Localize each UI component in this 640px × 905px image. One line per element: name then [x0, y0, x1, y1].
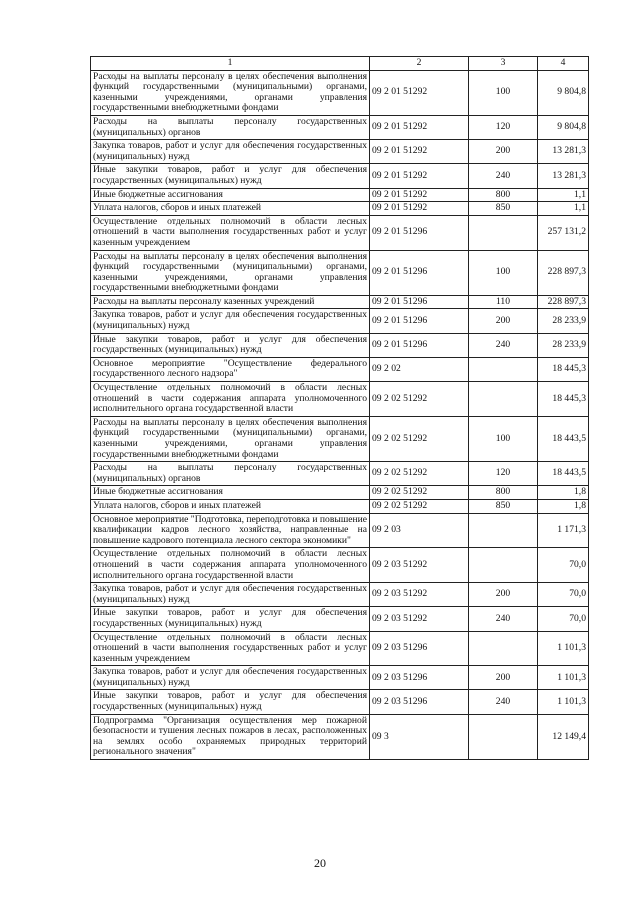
- row-code-cell: 09 2 01 51292: [370, 202, 469, 216]
- row-sum-cell: 228 897,3: [538, 295, 589, 309]
- table-row: [91, 309, 589, 333]
- row-code-cell: 09 2 03 51296: [370, 631, 469, 666]
- row-type-cell: [469, 714, 538, 759]
- table-row: [91, 631, 589, 666]
- row-sum-cell: 18 445,3: [538, 382, 589, 417]
- row-type-cell: [469, 548, 538, 583]
- row-name-cell: Уплата налогов, сборов и иных платежей: [91, 499, 370, 513]
- table-row: [91, 486, 589, 500]
- row-type-cell: 120: [469, 115, 538, 139]
- page-number: 20: [314, 856, 326, 870]
- row-name-cell: Иные бюджетные ассигнования: [91, 188, 370, 202]
- row-type-cell: 200: [469, 666, 538, 690]
- table-row: [91, 548, 589, 583]
- row-code-cell: 09 2 01 51292: [370, 140, 469, 164]
- budget-table-container: [90, 56, 586, 760]
- row-sum-cell: 1 101,3: [538, 690, 589, 714]
- row-name-cell: Расходы на выплаты персоналу государственных (муниципальных) органов: [91, 462, 370, 486]
- row-name-cell: Закупка товаров, работ и услуг для обеспечения государственных (муниципальных) нужд: [91, 666, 370, 690]
- row-code-cell: 09 2 01 51292: [370, 115, 469, 139]
- header-cell-4: 4: [538, 57, 589, 71]
- row-code-cell: 09 2 03: [370, 513, 469, 548]
- row-name-cell: Иные закупки товаров, работ и услуг для обеспечения государственных (муниципальных) нужд: [91, 607, 370, 631]
- row-code-cell: 09 2 02: [370, 357, 469, 381]
- row-type-cell: 800: [469, 188, 538, 202]
- row-name-cell: Закупка товаров, работ и услуг для обеспечения государственных (муниципальных) нужд: [91, 583, 370, 607]
- header-cell-3: 3: [469, 57, 538, 71]
- row-name-cell: Расходы на выплаты персоналу в целях обеспечения выполнения функций государственными (муниципальными) органами, казенными учреждениями, органами управления государственными внебюджетными фондами: [91, 416, 370, 461]
- row-code-cell: 09 2 01 51292: [370, 70, 469, 115]
- row-sum-cell: 70,0: [538, 548, 589, 583]
- table-row: [91, 462, 589, 486]
- row-sum-cell: 9 804,8: [538, 70, 589, 115]
- row-code-cell: 09 2 03 51292: [370, 583, 469, 607]
- row-type-cell: 100: [469, 70, 538, 115]
- table-row: [91, 583, 589, 607]
- row-name-cell: Иные закупки товаров, работ и услуг для обеспечения государственных (муниципальных) нужд: [91, 333, 370, 357]
- header-cell-1: 1: [91, 57, 370, 71]
- table-row: [91, 607, 589, 631]
- row-name-cell: Закупка товаров, работ и услуг для обеспечения государственных (муниципальных) нужд: [91, 309, 370, 333]
- table-row: [91, 250, 589, 295]
- row-type-cell: 100: [469, 250, 538, 295]
- row-sum-cell: 12 149,4: [538, 714, 589, 759]
- budget-table: [90, 56, 589, 760]
- row-sum-cell: 9 804,8: [538, 115, 589, 139]
- row-type-cell: 240: [469, 607, 538, 631]
- row-sum-cell: 13 281,3: [538, 140, 589, 164]
- row-name-cell: Иные закупки товаров, работ и услуг для обеспечения государственных (муниципальных) нужд: [91, 164, 370, 188]
- row-type-cell: 100: [469, 416, 538, 461]
- row-name-cell: Основное мероприятие "Осуществление федерального государственного лесного надзора": [91, 357, 370, 381]
- row-name-cell: Осуществление отдельных полномочий в области лесных отношений в части выполнения государственных работ и услуг казенным учреждением: [91, 215, 370, 250]
- row-sum-cell: 1,1: [538, 188, 589, 202]
- row-code-cell: 09 2 03 51296: [370, 666, 469, 690]
- row-type-cell: 850: [469, 202, 538, 216]
- table-row: [91, 416, 589, 461]
- row-code-cell: 09 2 02 51292: [370, 382, 469, 417]
- row-name-cell: Иные бюджетные ассигнования: [91, 486, 370, 500]
- row-name-cell: Иные закупки товаров, работ и услуг для обеспечения государственных (муниципальных) нужд: [91, 690, 370, 714]
- row-code-cell: 09 2 01 51296: [370, 250, 469, 295]
- row-sum-cell: 228 897,3: [538, 250, 589, 295]
- row-type-cell: 200: [469, 140, 538, 164]
- row-name-cell: Закупка товаров, работ и услуг для обеспечения государственных (муниципальных) нужд: [91, 140, 370, 164]
- table-row: [91, 382, 589, 417]
- row-name-cell: Уплата налогов, сборов и иных платежей: [91, 202, 370, 216]
- row-code-cell: 09 3: [370, 714, 469, 759]
- row-code-cell: 09 2 03 51296: [370, 690, 469, 714]
- row-sum-cell: 1 101,3: [538, 666, 589, 690]
- row-sum-cell: 1,8: [538, 486, 589, 500]
- table-row: [91, 333, 589, 357]
- row-type-cell: 200: [469, 309, 538, 333]
- row-sum-cell: 18 443,5: [538, 416, 589, 461]
- row-sum-cell: 1,8: [538, 499, 589, 513]
- row-sum-cell: 28 233,9: [538, 309, 589, 333]
- row-sum-cell: 70,0: [538, 607, 589, 631]
- row-sum-cell: 1 171,3: [538, 513, 589, 548]
- row-name-cell: Осуществление отдельных полномочий в области лесных отношений в части содержания аппарата уполномоченного исполнительного органа государственной власти: [91, 548, 370, 583]
- row-name-cell: Расходы на выплаты персоналу в целях обеспечения выполнения функций государственными (муниципальными) органами, казенными учреждениями, органами управления государственными внебюджетными фондами: [91, 70, 370, 115]
- table-row: [91, 115, 589, 139]
- table-row: [91, 202, 589, 216]
- row-code-cell: 09 2 03 51292: [370, 548, 469, 583]
- row-type-cell: 850: [469, 499, 538, 513]
- row-sum-cell: 28 233,9: [538, 333, 589, 357]
- row-type-cell: 240: [469, 164, 538, 188]
- row-type-cell: [469, 631, 538, 666]
- row-sum-cell: 1,1: [538, 202, 589, 216]
- row-sum-cell: 70,0: [538, 583, 589, 607]
- table-row: [91, 499, 589, 513]
- row-name-cell: Расходы на выплаты персоналу казенных учреждений: [91, 295, 370, 309]
- header-cell-2: 2: [370, 57, 469, 71]
- row-type-cell: [469, 513, 538, 548]
- row-name-cell: Осуществление отдельных полномочий в области лесных отношений в части выполнения государственных работ и услуг казенным учреждением: [91, 631, 370, 666]
- row-code-cell: 09 2 01 51292: [370, 164, 469, 188]
- row-code-cell: 09 2 02 51292: [370, 462, 469, 486]
- table-row: [91, 714, 589, 759]
- row-type-cell: 800: [469, 486, 538, 500]
- row-name-cell: Расходы на выплаты персоналу государственных (муниципальных) органов: [91, 115, 370, 139]
- row-sum-cell: 13 281,3: [538, 164, 589, 188]
- row-name-cell: Основное мероприятие "Подготовка, переподготовка и повышение квалификации кадров лесного хозяйства, направленные на повышение кадрового потенциала лесного сектора экономики": [91, 513, 370, 548]
- row-type-cell: 120: [469, 462, 538, 486]
- row-code-cell: 09 2 01 51296: [370, 215, 469, 250]
- table-row: [91, 357, 589, 381]
- row-sum-cell: 18 443,5: [538, 462, 589, 486]
- row-code-cell: 09 2 01 51292: [370, 188, 469, 202]
- row-name-cell: Подпрограмма "Организация осуществления мер пожарной безопасности и тушения лесных пожаров в лесах, расположенных на землях особо охраняемых природных территорий регионального значения": [91, 714, 370, 759]
- table-row: [91, 70, 589, 115]
- table-row: [91, 513, 589, 548]
- header-row: [91, 57, 589, 71]
- table-row: [91, 215, 589, 250]
- row-code-cell: 09 2 01 51296: [370, 295, 469, 309]
- row-code-cell: 09 2 03 51292: [370, 607, 469, 631]
- table-row: [91, 295, 589, 309]
- row-sum-cell: 257 131,2: [538, 215, 589, 250]
- table-row: [91, 666, 589, 690]
- row-code-cell: 09 2 02 51292: [370, 499, 469, 513]
- row-type-cell: 200: [469, 583, 538, 607]
- row-code-cell: 09 2 01 51296: [370, 309, 469, 333]
- row-type-cell: [469, 357, 538, 381]
- row-type-cell: [469, 382, 538, 417]
- table-row: [91, 140, 589, 164]
- row-type-cell: 240: [469, 690, 538, 714]
- row-code-cell: 09 2 02 51292: [370, 416, 469, 461]
- row-type-cell: 240: [469, 333, 538, 357]
- table-row: [91, 690, 589, 714]
- table-row: [91, 164, 589, 188]
- row-sum-cell: 18 445,3: [538, 357, 589, 381]
- row-type-cell: [469, 215, 538, 250]
- table-row: [91, 188, 589, 202]
- row-sum-cell: 1 101,3: [538, 631, 589, 666]
- row-code-cell: 09 2 01 51296: [370, 333, 469, 357]
- row-code-cell: 09 2 02 51292: [370, 486, 469, 500]
- row-name-cell: Расходы на выплаты персоналу в целях обеспечения выполнения функций государственными (муниципальными) органами, казенными учреждениями, органами управления государственными внебюджетными фондами: [91, 250, 370, 295]
- row-type-cell: 110: [469, 295, 538, 309]
- row-name-cell: Осуществление отдельных полномочий в области лесных отношений в части содержания аппарата уполномоченного исполнительного органа государственной власти: [91, 382, 370, 417]
